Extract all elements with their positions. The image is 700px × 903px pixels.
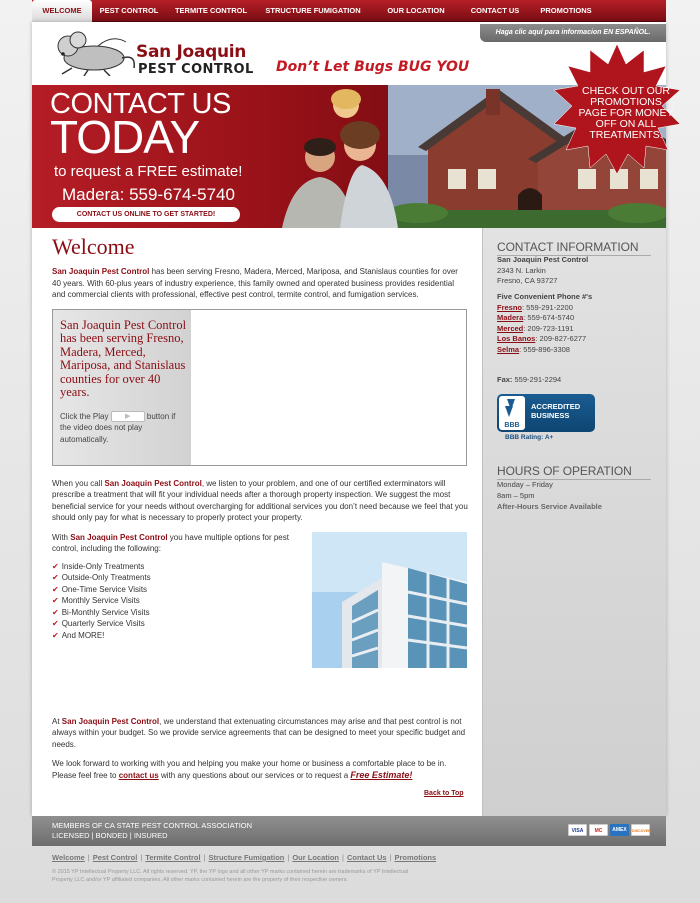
services-section [52, 532, 468, 716]
fax-number: 559-291-2294 [512, 375, 562, 384]
phone-city-link[interactable]: Los Banos [497, 334, 536, 343]
phone-row [497, 345, 592, 356]
bbb-seal-icon [499, 396, 525, 430]
promo-text[interactable]: CHECK OUT OUR PROMOTIONS PAGE FOR MONEY OFF ON ALL TREATMENTS. [578, 85, 674, 141]
mouse-logo-icon[interactable] [52, 28, 138, 76]
nav-item-welcome[interactable]: WELCOME [32, 0, 92, 22]
footer-link-our-location[interactable]: Our Location [292, 853, 339, 862]
separator: | [342, 853, 344, 862]
phone-row [497, 313, 592, 324]
options-text-start: With [52, 532, 71, 542]
footer-membership [52, 821, 252, 841]
footer-link-termite-control[interactable]: Termite Control [145, 853, 201, 862]
checkmark-icon: ✔ [52, 584, 59, 594]
fax-row [497, 375, 561, 386]
call-paragraph [52, 478, 468, 524]
service-label: Quarterly Service Visits [61, 619, 145, 629]
budget-text-end: , we understand that extenuating circumstances may arise and that pest control is not always within your budget. So we provide service agreements that can be designed to meet your specific budget and needs. [52, 716, 466, 749]
nav-item-termite-control[interactable]: TERMITE CONTROL [174, 5, 248, 15]
hours-time: 8am – 5pm [497, 490, 535, 500]
footer-link-structure-fumigation[interactable]: Structure Fumigation [208, 853, 285, 862]
discover-icon: DISCOVER [631, 824, 650, 836]
top-nav [32, 0, 666, 22]
company-name: San Joaquin Pest Control [61, 716, 160, 726]
separator: | [203, 853, 206, 862]
phone-city-link[interactable]: Merced [497, 323, 524, 333]
budget-text-start: At [52, 716, 62, 726]
sidebar-company: San Joaquin Pest Control [497, 255, 589, 264]
fax-label: Fax: [497, 375, 513, 384]
phone-number: : 209-723-1191 [523, 323, 574, 333]
hours-info [497, 480, 553, 501]
intro-text: has been serving Fresno, Madera, Merced, Mariposa, and Stanislaus counties for over 40 years. With 60-plus years of industry experience, this family owned and operated business provides residential and commercial clients with professional, effective pest control, termite control, and fumigation services. [52, 267, 458, 299]
nav-item-contact-us[interactable]: CONTACT US [470, 5, 520, 15]
intro-paragraph [52, 266, 468, 301]
closing-paragraph [52, 758, 468, 781]
logo-name[interactable]: San Joaquin [136, 42, 247, 62]
service-label: One-Time Service Visits [61, 584, 148, 594]
call-text-start: When you call [52, 478, 105, 488]
service-label: Inside-Only Treatments [61, 561, 145, 571]
tagline: Don’t Let Bugs BUG YOU [276, 59, 470, 75]
hero-free-estimate: to request a FREE estimate! [54, 163, 243, 180]
checkmark-icon: ✔ [52, 631, 59, 641]
visa-icon: VISA [568, 824, 587, 836]
closing-text-start: We look forward to working with you and helping you make your home or business a comfortable place to be in. Please feel free to [52, 759, 447, 780]
phone-row [497, 334, 592, 345]
closing-text-mid: with any questions about our services or to request a [158, 770, 351, 780]
phone-number: : 559-674-5740 [523, 313, 575, 322]
bbb-accredited: ACCREDITED [531, 402, 581, 411]
contact-online-button[interactable]: CONTACT US ONLINE TO GET STARTED! [52, 207, 240, 222]
logo-subtitle[interactable]: PEST CONTROL [138, 62, 254, 77]
amex-icon: AMEX [610, 824, 629, 836]
phones-heading: Five Convenient Phone #'s [497, 292, 593, 301]
checkmark-icon: ✔ [52, 573, 59, 583]
service-label: And MORE! [61, 631, 105, 641]
page-container [32, 22, 674, 816]
payment-cards [568, 824, 650, 836]
video-instructions-end: button if the video does not play automatically. [60, 411, 176, 444]
hero-contact-heading: CONTACT US [50, 88, 231, 120]
options-text-end: you have multiple options for pest control, including the following: [52, 532, 289, 553]
phone-number: : 559-291-2200 [522, 302, 573, 312]
hours-days: Monday – Friday [497, 480, 553, 489]
bbb-business: BUSINESS [531, 411, 570, 420]
footer-bar [32, 816, 666, 846]
bbb-rating: BBB Rating: A+ [505, 434, 554, 441]
nav-item-our-location[interactable]: OUR LOCATION [387, 5, 445, 15]
hours-heading: HOURS OF OPERATION [497, 464, 651, 480]
company-name: San Joaquin Pest Control [52, 267, 150, 276]
nav-item-promotions[interactable]: PROMOTIONS [540, 5, 592, 15]
separator: | [87, 853, 90, 862]
hero-phone: Madera: 559-674-5740 [62, 185, 235, 204]
footer-link-promotions[interactable]: Promotions [394, 853, 437, 862]
bbb-text [531, 402, 580, 420]
copyright-text: © 2015 YP Intellectual Property LLC. All rights reserved. YP, the YP logo and all other YP marks contained herein are trademarks of YP Intellectual Property LLC and/or YP affiliated companies. All other marks contained herein are the property of their respective owners. [52, 869, 409, 883]
contact-address [497, 255, 588, 287]
footer-line-2: LICENSED | BONDED | INSURED [52, 831, 168, 840]
after-hours-note: After-Hours Service Available [497, 502, 602, 511]
back-to-top-link[interactable]: Back to Top [424, 790, 464, 797]
play-icon[interactable]: ▶ [111, 411, 145, 422]
checkmark-icon: ✔ [52, 596, 59, 606]
checkmark-icon: ✔ [52, 561, 59, 571]
building-image [312, 532, 467, 668]
sidebar [482, 228, 666, 816]
hero-today-heading: TODAY [50, 111, 200, 163]
company-name: San Joaquin Pest Control [104, 478, 202, 488]
service-label: Bi-Monthly Service Visits [61, 607, 150, 617]
free-estimate-link[interactable]: Free Estimate! [350, 769, 413, 780]
video-instructions [60, 411, 188, 446]
spanish-link[interactable]: Haga clic aquí para informacion EN ESPAÑOL. [480, 24, 666, 42]
video-instructions-start: Click the Play [60, 411, 111, 421]
footer-links [52, 853, 436, 862]
phone-number: : 559-896-3308 [519, 344, 570, 354]
page-title: Welcome [52, 234, 135, 259]
address-line-2: Fresno, CA 93727 [497, 276, 558, 285]
phone-city-link[interactable]: Fresno [497, 302, 523, 312]
separator: | [389, 853, 392, 862]
separator: | [287, 853, 290, 862]
budget-paragraph [52, 716, 468, 751]
phone-city-link[interactable]: Madera [497, 313, 524, 322]
phone-list [497, 292, 592, 355]
options-paragraph [52, 532, 302, 555]
main-content [52, 234, 468, 789]
contact-us-link[interactable]: contact us [118, 770, 159, 780]
phone-row [497, 303, 592, 314]
mastercard-icon: MC [589, 824, 608, 836]
phone-city-link[interactable]: Selma [497, 344, 520, 354]
video-sidebar [53, 310, 191, 465]
phone-number: : 209-827-6277 [535, 334, 587, 343]
family-photo-image [262, 85, 412, 228]
phone-row [497, 324, 592, 335]
service-label: Monthly Service Visits [61, 596, 140, 606]
bbb-badge[interactable] [497, 394, 595, 432]
footer-link-contact-us[interactable]: Contact Us [346, 853, 387, 862]
contact-info-heading: CONTACT INFORMATION [497, 240, 651, 256]
video-player[interactable] [52, 309, 467, 466]
checkmark-icon: ✔ [52, 607, 59, 617]
footer-link-welcome[interactable]: Welcome [52, 853, 85, 862]
nav-item-pest-control[interactable]: PEST CONTROL [99, 5, 159, 15]
call-text-end: , we listen to your problem, and one of our certified exterminators will prescribe a treatment that will fit your individual needs after a thorough property inspection. We suggest the most beneficial service for your needs without overcharging for additional services you don’t need because we feel that you should only pay for what is necessary to properly protect your property. [52, 478, 468, 522]
separator: | [140, 853, 143, 862]
footer-link-pest-control[interactable]: Pest Control [92, 853, 138, 862]
address-line-1: 2343 N. Larkin [497, 265, 546, 275]
service-label: Outside-Only Treatments [61, 573, 151, 583]
nav-item-structure-fumigation[interactable]: STRUCTURE FUMIGATION [265, 5, 361, 15]
video-headline: San Joaquin Pest Control has been serving Fresno, Madera, Merced, Mariposa, and Stanislaus counties for over 40 years. [60, 317, 187, 399]
company-name: San Joaquin Pest Control [70, 532, 168, 542]
svg-text:BBB: BBB [504, 422, 520, 429]
footer-line-1: MEMBERS OF CA STATE PEST CONTROL ASSOCIATION [52, 821, 253, 830]
checkmark-icon: ✔ [52, 619, 59, 629]
